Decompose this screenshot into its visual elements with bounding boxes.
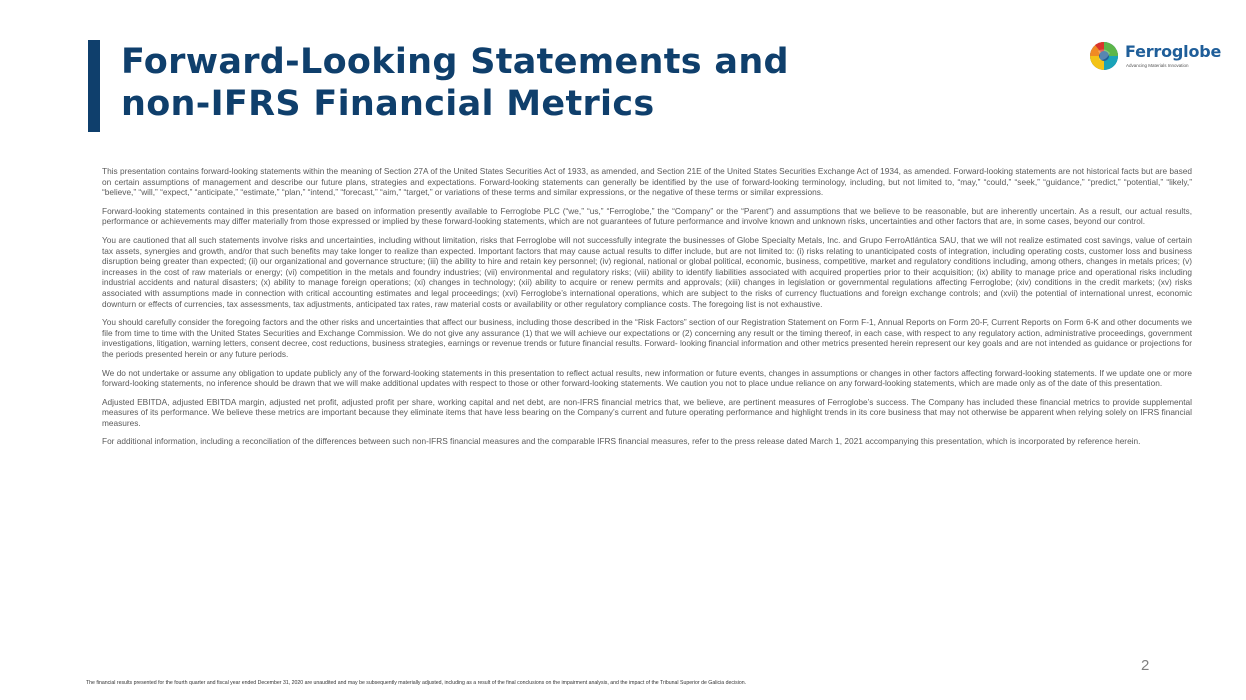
logo-tagline: Advancing Materials Innovation bbox=[1126, 63, 1189, 68]
disclaimer-paragraph: You should carefully consider the foregoing factors and the other risks and uncertainties that affect our business, including those described in the “Risk Factors” section of our Registration Statement on Form F-1, Annual Reports on Form 20-F, Current Reports on Form 6-K and other documents we file from time to time with the United States Securities and Exchange Commission. We do not give any assurance (1) that we will achieve our expectations or (2) concerning any result or the timing thereof, in each case, with respect to any regulatory action, administrative proceedings, government investigations, litigation, warning letters, consent decree, cost reductions, business strategies, earnings or revenue trends or future financial results. Forward- looking financial information and other metrics presented herein represent our key goals and are not intended as guidance or projections for the periods presented herein or any future periods. bbox=[102, 317, 1192, 359]
page-title bbox=[121, 41, 821, 125]
logo-wordmark: Ferroglobe bbox=[1125, 42, 1222, 61]
disclaimer-paragraph: You are cautioned that all such statements involve risks and uncertainties, including without limitation, risks that Ferroglobe will not successfully integrate the businesses of Globe Specialty Metals, Inc. and Grupo FerroAtlántica SAU, that we will not realize estimated cost savings, value of certain tax assets, synergies and growth, and/or that such benefits may take longer to realize than expected. Important factors that may cause actual results to differ include, but are not limited to: (i) risks relating to unanticipated costs of integration, including operating costs, customer loss and business disruption being greater than expected; (ii) our organizational and governance structure; (iii) the ability to hire and retain key personnel; (iv) regional, national or global political, economic, business, competitive, market and regulatory conditions including, among others, changes in metals prices; (v) increases in the cost of raw materials or energy; (vi) competition in the metals and foundry industries; (vii) environmental and regulatory risks; (viii) ability to identify liabilities associated with acquired properties prior to their acquisition; (ix) ability to manage price and operational risks including industrial accidents and natural disasters; (x) ability to manage foreign operations; (xi) changes in technology; (xii) ability to acquire or renew permits and approvals; (xiii) changes in legislation or governmental regulations affecting Ferroglobe; (xiv) conditions in the credit markets; (xv) risks associated with assumptions made in connection with critical accounting estimates and legal proceedings; (xvi) Ferroglobe’s international operations, which are subject to the risks of currency fluctuations and foreign exchange controls; and (xvii) the potential of international unrest, economic downturn or effects of currencies, tax assessments, tax adjustments, anticipated tax rates, raw material costs or availability or other regulatory compliance costs. The foregoing list is not exhaustive. bbox=[102, 234, 1192, 309]
title-accent-bar bbox=[88, 40, 100, 132]
disclaimer-paragraph: For additional information, including a reconciliation of the differences between such non-IFRS financial measures and the comparable IFRS financial measures, refer to the press release dated March 1, 2021 accompanying this presentation, which is incorporated by reference herein. bbox=[102, 436, 1141, 447]
page-title-line-2: non-IFRS Financial Metrics bbox=[121, 84, 655, 124]
page-title-line-1: Forward-Looking Statements and bbox=[121, 42, 789, 82]
ferroglobe-logo bbox=[1089, 40, 1221, 74]
disclaimer-paragraph: Adjusted EBITDA, adjusted EBITDA margin, adjusted net profit, adjusted profit per share, working capital and net debt, are non-IFRS financial metrics that, we believe, are pertinent measures of Ferroglobe’s success. The Company has included these financial metrics to provide supplemental measures of its performance. We believe these metrics are important because they eliminate items that have less bearing on the Company’s current and future operating performance and highlight trends in its core business that may not otherwise be apparent when relying solely on IFRS financial measures. bbox=[102, 396, 1192, 428]
page-number: 2 bbox=[1141, 657, 1150, 674]
disclaimer-body bbox=[102, 166, 1192, 455]
footnote: The financial results presented for the fourth quarter and fiscal year ended December 31, 2020 are unaudited and may be subsequently materially adjusted, including as a result of the final conclusions on the impairment analysis, and the impact of the Tribunal Superior de Galicia decision. bbox=[86, 680, 747, 686]
disclaimer-paragraph: We do not undertake or assume any obligation to update publicly any of the forward-looking statements in this presentation to reflect actual results, new information or future events, changes in assumptions or changes in other factors affecting forward-looking statements. If we update one or more forward-looking statements, no inference should be drawn that we will make additional updates with respect to those or other forward-looking statements. We caution you not to place undue reliance on any forward-looking statements, which are made only as of the date of this presentation. bbox=[102, 367, 1192, 389]
disclaimer-paragraph: This presentation contains forward-looking statements within the meaning of Section 27A of the United States Securities Act of 1933, as amended, and Section 21E of the United States Securities Exchange Act of 1934, as amended. Forward-looking statements are not historical facts but are based on certain assumptions of management and describe our future plans, strategies and expectations. Forward-looking statements can generally be identified by the use of forward-looking terminology, including, but not limited to, “may,” “could,” “seek,” “guidance,” “predict,” “potential,” “likely,” “believe,” “will,” “expect,” “anticipate,” “estimate,” “plan,” “intend,” “forecast,” “aim,” “target,” or variations of these terms and similar expressions, or the negative of these terms or similar expressions. bbox=[102, 166, 1192, 198]
disclaimer-paragraph: Forward-looking statements contained in this presentation are based on information presently available to Ferroglobe PLC (“we,” “us,” “Ferroglobe,” the “Company” or the “Parent”) and assumptions that we believe to be reasonable, but are inherently uncertain. As a result, our actual results, performance or achievements may differ materially from those expressed or implied by these forward-looking statements, which are not guarantees of future performance and involve known and unknown risks, uncertainties and other factors that are, in some cases, beyond our control. bbox=[102, 205, 1192, 227]
globe-logo-icon bbox=[1089, 41, 1119, 71]
